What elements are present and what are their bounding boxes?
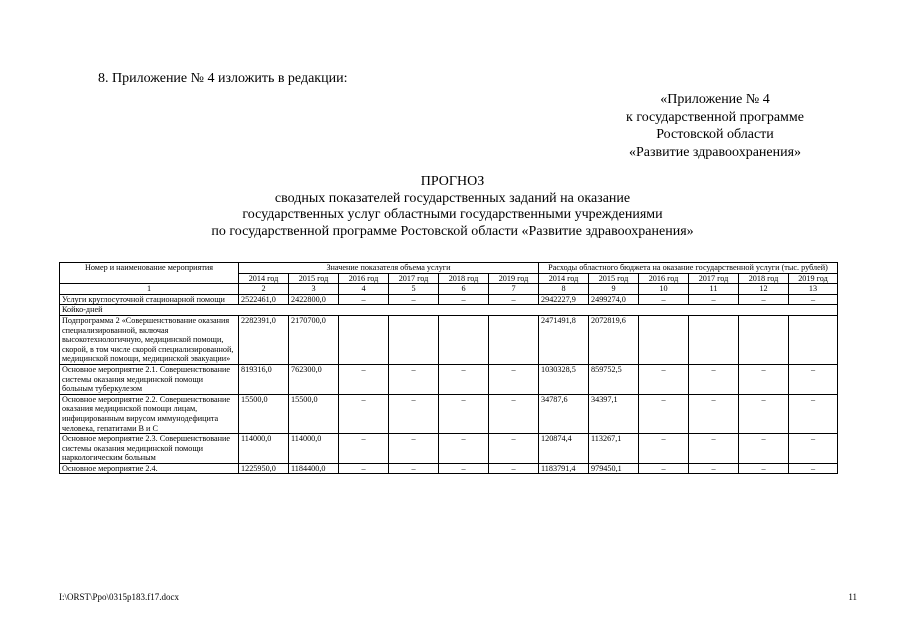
expense-cell: – — [789, 394, 838, 433]
column-number: 11 — [689, 284, 739, 295]
volume-cell: – — [489, 364, 539, 394]
year-header: 2018 год — [739, 273, 789, 284]
volume-cell: – — [339, 463, 389, 474]
volume-cell: 2170700,0 — [289, 315, 339, 364]
expense-cell: – — [689, 394, 739, 433]
expense-cell — [789, 315, 838, 364]
column-number: 6 — [439, 284, 489, 295]
expense-cell: 1030328,5 — [539, 364, 589, 394]
expense-cell: 120874,4 — [539, 434, 589, 464]
volume-cell: 762300,0 — [289, 364, 339, 394]
table-row — [60, 394, 838, 433]
expense-cell: – — [639, 364, 689, 394]
volume-cell: – — [339, 294, 389, 305]
page-number: 11 — [848, 592, 857, 602]
volume-cell: – — [439, 434, 489, 464]
volume-cell: – — [439, 364, 489, 394]
forecast-heading — [0, 174, 905, 240]
volume-cell: – — [339, 364, 389, 394]
heading-title: ПРОГНОЗ — [420, 174, 485, 189]
volume-cell: – — [389, 434, 439, 464]
heading-line: государственных услуг областными государственными учреждениями — [242, 207, 663, 222]
column-number: 2 — [239, 284, 289, 295]
appendix-line: к государственной программе — [626, 109, 804, 125]
volume-cell: – — [439, 394, 489, 433]
row-name: Подпрограмма 2 «Совершенствование оказания специализированной, включая высокотехнологичную, медицинской помощи, скорой, в том числе скорой специализированной, медицинской помощи, медицинской эвакуации» — [60, 315, 239, 364]
expense-cell: 859752,5 — [589, 364, 639, 394]
column-number: 10 — [639, 284, 689, 295]
expense-cell: – — [689, 463, 739, 474]
expense-cell: – — [639, 434, 689, 464]
column-number: 3 — [289, 284, 339, 295]
expense-cell: – — [689, 294, 739, 305]
volume-cell: 114000,0 — [239, 434, 289, 464]
expense-cell: – — [739, 434, 789, 464]
volume-cell — [339, 315, 389, 364]
expense-cell: 2942227,9 — [539, 294, 589, 305]
volume-cell: – — [489, 394, 539, 433]
volume-cell: – — [339, 434, 389, 464]
section-row — [60, 305, 838, 316]
expense-cell — [689, 315, 739, 364]
heading-line: по государственной программе Ростовской области «Развитие здравоохранения» — [211, 223, 694, 239]
volume-cell — [439, 315, 489, 364]
volume-cell: – — [439, 294, 489, 305]
column-number: 5 — [389, 284, 439, 295]
column-number: 12 — [739, 284, 789, 295]
expense-cell: 113267,1 — [589, 434, 639, 464]
volume-cell: 1225950,0 — [239, 463, 289, 474]
expense-cell: – — [639, 463, 689, 474]
expense-cell: – — [739, 463, 789, 474]
expense-cell: – — [689, 434, 739, 464]
volume-cell: – — [389, 364, 439, 394]
volume-cell: – — [389, 394, 439, 433]
volume-cell: 2522461,0 — [239, 294, 289, 305]
year-header: 2017 год — [689, 273, 739, 284]
appendix-block — [585, 91, 845, 161]
table-row — [60, 294, 838, 305]
year-header: 2018 год — [439, 273, 489, 284]
column-number: 13 — [789, 284, 838, 295]
volume-cell: 15500,0 — [239, 394, 289, 433]
volume-cell — [489, 315, 539, 364]
row-name: Основное мероприятие 2.4. — [60, 463, 239, 474]
expense-cell: – — [739, 364, 789, 394]
row-name: Услуги круглосуточной стационарной помощи — [60, 294, 239, 305]
year-header: 2016 год — [639, 273, 689, 284]
expense-cell: 34397,1 — [589, 394, 639, 433]
expense-cell: – — [739, 294, 789, 305]
volume-group-header: Значение показателя объема услуги — [239, 263, 539, 274]
expense-cell: 1183791,4 — [539, 463, 589, 474]
volume-cell: – — [389, 294, 439, 305]
volume-cell: – — [489, 434, 539, 464]
expense-cell: – — [739, 394, 789, 433]
appendix-line: «Развитие здравоохранения» — [628, 144, 802, 160]
section-label: Койко-дней — [60, 305, 838, 316]
row-name: Основное мероприятие 2.1. Совершенствование системы оказания медицинской помощи больным туберкулезом — [60, 364, 239, 394]
expense-cell: – — [689, 364, 739, 394]
expense-cell: – — [639, 394, 689, 433]
volume-cell: 2282391,0 — [239, 315, 289, 364]
year-header: 2016 год — [339, 273, 389, 284]
table-row — [60, 364, 838, 394]
year-header: 2015 год — [589, 273, 639, 284]
expense-cell: 2499274,0 — [589, 294, 639, 305]
expense-cell: 34787,6 — [539, 394, 589, 433]
volume-cell — [389, 315, 439, 364]
expense-cell: – — [789, 434, 838, 464]
volume-cell: – — [489, 294, 539, 305]
column-number: 4 — [339, 284, 389, 295]
expense-group-header: Расходы областного бюджета на оказание государственной услуги (тыс. рублей) — [539, 263, 838, 274]
expense-cell: 2471491,8 — [539, 315, 589, 364]
expense-cell: – — [789, 294, 838, 305]
col-name-header: Номер и наименование мероприятия — [60, 263, 239, 284]
expense-cell — [639, 315, 689, 364]
column-number: 1 — [60, 284, 239, 295]
volume-cell: 2422800,0 — [289, 294, 339, 305]
appendix-line: «Приложение № 4 — [660, 92, 770, 107]
row-name: Основное мероприятие 2.2. Совершенствование оказания медицинской помощи лицам, инфицированным вирусом иммунодефицита человека, гепатитами В и С — [60, 394, 239, 433]
column-number: 9 — [589, 284, 639, 295]
row-name: Основное мероприятие 2.3. Совершенствование системы оказания медицинской помощи наркологическим больным — [60, 434, 239, 464]
year-header: 2017 год — [389, 273, 439, 284]
expense-cell: – — [789, 463, 838, 474]
column-number: 8 — [539, 284, 589, 295]
footer-file-path: I:\ORST\Ppo\0315p183.f17.docx — [59, 592, 180, 602]
expense-cell: 979450,1 — [589, 463, 639, 474]
forecast-table — [59, 262, 838, 474]
year-header: 2019 год — [489, 273, 539, 284]
volume-cell: – — [389, 463, 439, 474]
expense-cell — [739, 315, 789, 364]
volume-cell: 114000,0 — [289, 434, 339, 464]
intro-text: 8. Приложение № 4 изложить в редакции: — [98, 71, 348, 86]
appendix-line: Ростовской области — [656, 127, 774, 142]
year-header: 2015 год — [289, 273, 339, 284]
year-header: 2014 год — [239, 273, 289, 284]
table-row — [60, 434, 838, 464]
volume-cell: 15500,0 — [289, 394, 339, 433]
year-header: 2014 год — [539, 273, 589, 284]
column-number: 7 — [489, 284, 539, 295]
volume-cell: – — [439, 463, 489, 474]
heading-line: сводных показателей государственных заданий на оказание — [274, 190, 631, 206]
expense-cell: 2072819,6 — [589, 315, 639, 364]
expense-cell: – — [639, 294, 689, 305]
table-row — [60, 463, 838, 474]
volume-cell: – — [489, 463, 539, 474]
volume-cell: – — [339, 394, 389, 433]
expense-cell: – — [789, 364, 838, 394]
year-header: 2019 год — [789, 273, 838, 284]
volume-cell: 1184400,0 — [289, 463, 339, 474]
volume-cell: 819316,0 — [239, 364, 289, 394]
table-row — [60, 315, 838, 364]
